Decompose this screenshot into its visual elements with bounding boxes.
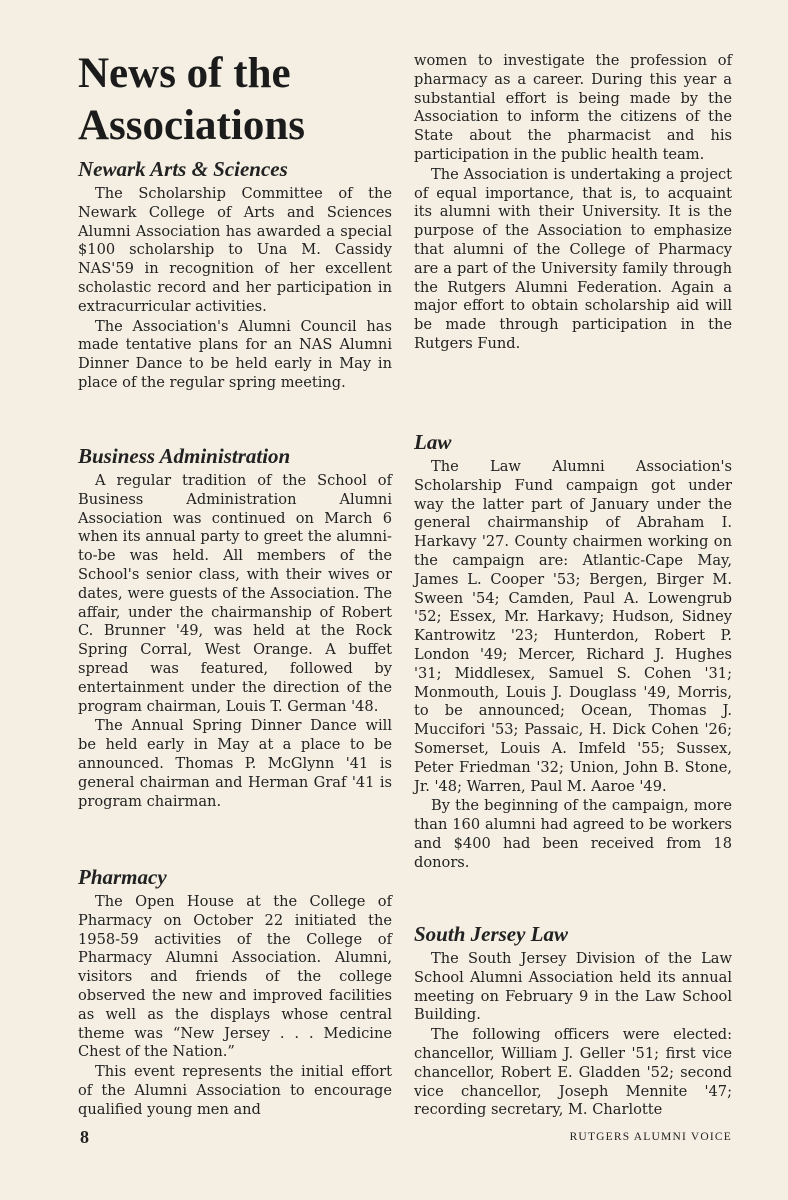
publication-name: RUTGERS ALUMNI VOICE bbox=[569, 1131, 732, 1143]
section-newark bbox=[78, 157, 392, 393]
page-number: 8 bbox=[80, 1127, 89, 1147]
page-title bbox=[78, 48, 305, 152]
section-pharmacy-continued bbox=[414, 52, 732, 354]
paragraph: The following officers were elected: chancellor, William J. Geller '51; first vice chancellor, Robert E. Gladden '52; second vice chancellor, Joseph Mennite '47; recording secretary, M. Charlotte bbox=[414, 1026, 732, 1119]
page-title-line-1: News of the bbox=[78, 50, 291, 97]
section-south-jersey-law bbox=[414, 922, 732, 1120]
paragraph: The Association's Alumni Council has made tentative plans for an NAS Alumni Dinner Dance to be held early in May in place of the regular spring meeting. bbox=[78, 317, 392, 391]
paragraph: The Scholarship Committee of the Newark College of Arts and Sciences Alumni Association has awarded a special $100 scholarship to Una M. Cassidy NAS'59 in recognition of her excellent scholastic record and her participation in extracurricular activities. bbox=[78, 185, 392, 315]
page-title-line-2: Associations bbox=[78, 102, 305, 149]
paragraph: A regular tradition of the School of Business Administration Alumni Association was continued on March 6 when its annual party to greet the alumni-to-be was held. All members of the School's senior class, with their wives or dates, were guests of the Association. The affair, under the chairmanship of Robert C. Brunner '49, was held at the Rock Spring Corral, West Orange. A buffet spread was featured, followed by entertainment under the direction of the program chairman, Louis T. German '48. bbox=[78, 472, 392, 715]
section-heading-pharmacy: Pharmacy bbox=[78, 865, 167, 889]
paragraph: The Open House at the College of Pharmacy on October 22 initiated the 1958-59 activities of the College of Pharmacy Alumni Association. Alumni, visitors and friends of the college observed the new and improved facilities as well as the displays whose central theme was “New Jersey . . . Medicine Chest of the Nation.” bbox=[78, 893, 392, 1061]
paragraph: The Association is undertaking a project of equal importance, that is, to acquaint its alumni with their University. It is the purpose of the Association to emphasize that alumni of the College of Pharmacy are a part of the University family through the Rutgers Alumni Federation. Again a major effort to obtain scholarship aid will be made through participation in the Rutgers Fund. bbox=[414, 165, 732, 352]
section-heading-south-jersey-law: South Jersey Law bbox=[414, 922, 569, 946]
section-heading-newark: Newark Arts & Sciences bbox=[78, 157, 288, 181]
section-heading-law: Law bbox=[414, 430, 452, 454]
paragraph: The Annual Spring Dinner Dance will be held early in May at a place to be announced. Thomas P. McGlynn '41 is general chairman and Herman Graf '41 is program chairman. bbox=[78, 717, 392, 810]
section-business bbox=[78, 444, 392, 811]
section-pharmacy bbox=[78, 865, 392, 1120]
paragraph: women to investigate the profession of pharmacy as a career. During this year a substantial effort is being made by the Association to inform the citizens of the State about the pharmacist and his participation in the public health team. bbox=[414, 52, 732, 163]
paragraph: The Law Alumni Association's Scholarship Fund campaign got under way the latter part of January under the general chairmanship of Abraham I. Harkavy '27. County chairmen working on the campaign are: Atlantic-Cape May, James L. Cooper '53; Bergen, Birger M. Sween '54; Camden, Paul A. Lowengrub '52; Essex, Mr. Harkavy; Hudson, Sidney Kantrowitz '23; Hunterdon, Robert P. London '49; Mercer, Richard J. Hughes '31; Middlesex, Samuel S. Cohen '31; Monmouth, Louis J. Douglass '49, Morris, to be announced; Ocean, Thomas J. Muccifori '53; Passaic, H. Dick Cohen '26; Somerset, Louis A. Imfeld '55; Sussex, Peter Friedman '32; Union, John B. Stone, Jr. '48; Warren, Paul M. Aaroe '49. bbox=[414, 458, 732, 795]
paragraph: By the beginning of the campaign, more than 160 alumni had agreed to be workers and $400 had been received from 18 donors. bbox=[414, 797, 732, 871]
section-law bbox=[414, 430, 732, 873]
section-heading-business: Business Administration bbox=[78, 444, 291, 468]
paragraph: This event represents the initial effort of the Alumni Association to encourage qualified young men and bbox=[78, 1063, 392, 1118]
paragraph: The South Jersey Division of the Law School Alumni Association held its annual meeting on February 9 in the Law School Building. bbox=[414, 950, 732, 1024]
